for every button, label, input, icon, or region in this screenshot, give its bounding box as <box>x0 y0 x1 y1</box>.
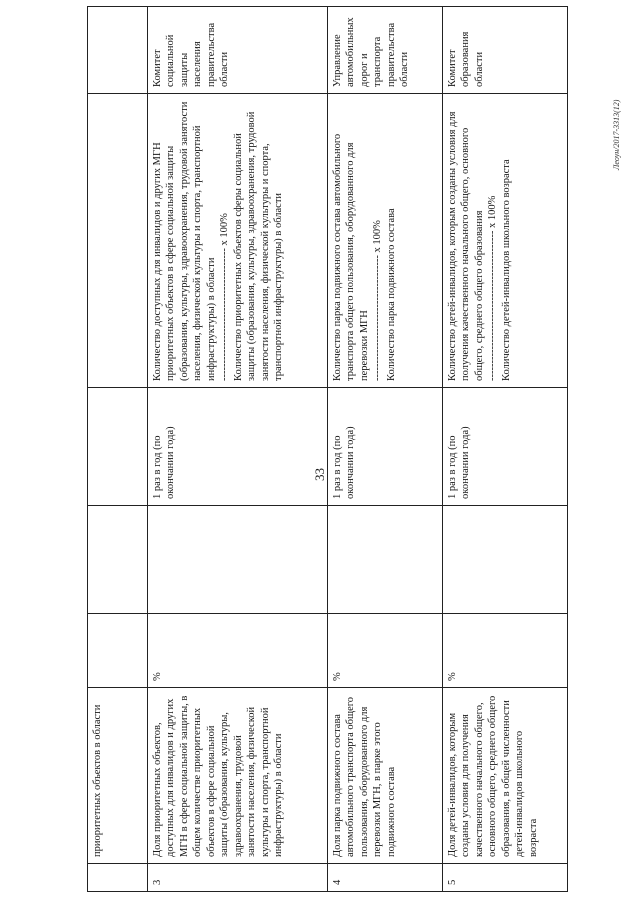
formula-denominator: Количество приоритетных объектов сферы социальной защиты (образования, культуры, здравоохранения, трудовой занятости населения, физической культуры и спорта, транспортной инфраструктуры) в области <box>232 111 284 381</box>
table-cell-formula <box>148 94 328 388</box>
table-cell-empty <box>88 614 148 688</box>
table-cell-frequency: 1 раз в год (по окончании года) <box>443 388 568 506</box>
table-cell-unit: % <box>148 614 328 688</box>
table-cell-number: 3 <box>148 864 328 892</box>
table-cell-empty <box>88 7 148 94</box>
formula-multiplier: ------------------------------------ х 100% <box>372 220 384 381</box>
table-cell-indicator: Доля приоритетных объектов, доступных для инвалидов и других МГН в сфере социальной защиты, в общем количестве приоритетных объектов в сфере социальной защиты (образования, культуры, здравоохранения, трудовой занятости населения, физической культуры и спорта, транспортной инфраструктуры) в области <box>148 688 328 864</box>
table-cell-frequency: 1 раз в год (по окончании года) <box>148 388 328 506</box>
table-cell-indicator: Доля детей-инвалидов, которым созданы условия для получения качественного начального общего, основного общего, среднего общего образования, в общей численности детей-инвалидов школьного возраста <box>443 688 568 864</box>
table-cell-empty <box>88 94 148 388</box>
table-cell-empty <box>88 506 148 614</box>
table-cell-responsible: Комитет образования области <box>443 7 568 94</box>
table-row <box>148 7 328 892</box>
table-row <box>443 7 568 892</box>
formula-numerator: Количество парка подвижного состава автомобильного транспорта общего пользования, оборудованного для перевозки МГН <box>332 133 370 381</box>
formula-multiplier: ------------------------------------------- х 100% <box>487 195 499 381</box>
table-cell-empty <box>148 506 328 614</box>
table-cell-number: 4 <box>328 864 443 892</box>
formula-numerator: Количество доступных для инвалидов и других МГН приоритетных объектов в сфере социальной защиты (образования, культуры, здравоохранения, трудовой занятости населения, физической культуры и спорта, транспортной инфраструктуры) в области <box>152 101 217 381</box>
indicators-table <box>87 6 568 892</box>
table-cell-empty <box>443 506 568 614</box>
formula-multiplier: -------------------------------------- х 100% <box>219 213 231 381</box>
table-cell-responsible: Комитет социальной защиты населения правительства области <box>148 7 328 94</box>
table-row <box>328 7 443 892</box>
table-cell-formula <box>328 94 443 388</box>
table-cell-frequency: 1 раз в год (по окончании года) <box>328 388 443 506</box>
table-cell-empty <box>88 388 148 506</box>
table-cell-unit: % <box>328 614 443 688</box>
table-cell-unit: % <box>443 614 568 688</box>
page-number: 33 <box>312 468 327 481</box>
formula-denominator: Количество детей-инвалидов школьного возраста <box>500 159 512 381</box>
table-cell-empty <box>88 864 148 892</box>
table-cell-responsible: Управление автомобильных дорог и транспорта правительства области <box>328 7 443 94</box>
table-row-continuation <box>88 7 148 892</box>
table-cell-indicator: приоритетных объектов в области <box>88 688 148 864</box>
table-cell-formula <box>443 94 568 388</box>
table-cell-indicator: Доля парка подвижного состава автомобильного транспорта общего пользования, оборудованного для перевозки МГН, в парке этого подвижного состава <box>328 688 443 864</box>
document-code: Леоун/2017-3313(12) <box>612 99 621 170</box>
table-cell-number: 5 <box>443 864 568 892</box>
formula-numerator: Количество детей-инвалидов, которым созданы условия для получения качественного начального общего, основного общего, среднего общего образования <box>447 111 485 381</box>
formula-denominator: Количество парка подвижного состава <box>385 208 397 381</box>
table-cell-empty <box>328 506 443 614</box>
